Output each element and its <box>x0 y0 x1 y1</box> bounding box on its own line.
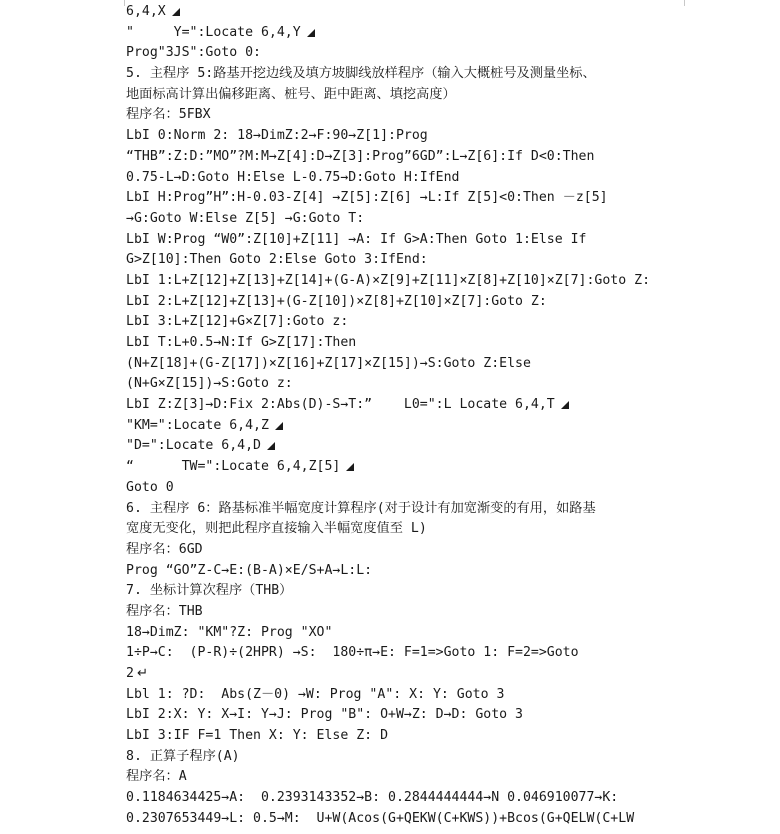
document-line <box>126 85 726 106</box>
document-line <box>126 478 726 499</box>
line-text: " Y=":Locate 6,4,Y <box>126 24 301 40</box>
line-text: “ TW=":Locate 6,4,Z[5] <box>126 459 341 475</box>
document-line <box>126 623 726 644</box>
line-text: LbI 0:Norm 2: 18→DimZ:2→F:90→Z[1]:Prog <box>126 128 428 144</box>
display-triangle-icon <box>346 463 354 471</box>
document-line <box>126 747 726 768</box>
document-line <box>126 374 726 395</box>
document-line <box>126 105 726 126</box>
document-line <box>126 333 726 354</box>
document-line <box>126 685 726 706</box>
line-text: Goto 0 <box>126 479 174 495</box>
display-triangle-icon <box>275 422 283 430</box>
line-text: 18→DimZ: "KM"?Z: Prog "XO" <box>126 624 333 640</box>
line-text: 地面标高计算出偏移距离、桩号、距中距离、填挖高度） <box>126 86 456 102</box>
document-line <box>126 809 726 830</box>
line-text: LbI 1:L+Z[12]+Z[13]+Z[14]+(G-A)×Z[9]+Z[11]×Z[8]+Z[10]×Z[7]:Goto Z: <box>126 272 651 288</box>
document-line <box>126 64 726 85</box>
document-line <box>126 561 726 582</box>
document-line <box>126 43 726 64</box>
document-line <box>126 168 726 189</box>
document-line <box>126 250 726 271</box>
document-line <box>126 209 726 230</box>
line-text: 6,4,X <box>126 4 166 19</box>
line-text: →G:Goto W:Else Z[5] →G:Goto T: <box>126 210 365 226</box>
line-text: 0.2307653449→L: 0.5→M: U+W(Acos(G+QEKW(C+KWS))+Bcos(G+QELW(C+LW <box>126 810 635 826</box>
line-text: 程序名：6GD <box>126 541 203 557</box>
display-triangle-icon <box>172 8 180 16</box>
document-line <box>126 23 726 44</box>
display-triangle-icon <box>267 442 275 450</box>
line-text: LbI Z:Z[3]→D:Fix 2:Abs(D)-S→T:” L0=":L Locate 6,4,T <box>126 397 555 413</box>
line-text: Prog “GO”Z-C→E:(B-A)×E/S+A→L:L: <box>126 562 373 578</box>
line-text: LbI H:Prog”H”:H-0.03-Z[4] →Z[5]:Z[6] →L:If Z[5]<0:Then －z[5] <box>126 190 608 206</box>
line-text: LbI W:Prog “W0”:Z[10]+Z[11] →A: If G>A:Then Goto 1:Else If <box>126 231 587 247</box>
line-text: 0.75-L→D:Goto H:Else L-0.75→D:Goto H:IfEnd <box>126 169 460 185</box>
document-line <box>126 2 726 23</box>
document-line <box>126 126 726 147</box>
line-text: LbI 2:X: Y: X→I: Y→J: Prog "B": O+W→Z: D→D: Goto 3 <box>126 707 523 723</box>
document-line <box>126 436 726 457</box>
line-text: 宽度无变化，则把此程序直接输入半幅宽度值至 L) <box>126 521 427 537</box>
document-line <box>126 395 726 416</box>
line-text: Lbl 1: ?D: Abs(Z－0) →W: Prog "A": X: Y: Goto 3 <box>126 686 505 702</box>
document-line <box>126 354 726 375</box>
document-line <box>126 147 726 168</box>
line-text: 程序名：5FBX <box>126 107 211 123</box>
document-line <box>126 499 726 520</box>
document-line <box>126 230 726 251</box>
document-line <box>126 705 726 726</box>
line-text: (N+G×Z[15])→S:Goto z: <box>126 376 293 392</box>
line-text: 0.1184634425→A: 0.2393143352→B: 0.2844444444→N 0.046910077→K: <box>126 790 619 806</box>
display-triangle-icon <box>561 401 569 409</box>
display-triangle-icon <box>307 29 315 37</box>
line-text: 7. 坐标计算次程序（THB） <box>126 583 293 599</box>
line-text: 程序名：THB <box>126 603 203 619</box>
document-line <box>126 726 726 747</box>
document-line <box>126 416 726 437</box>
document-line <box>126 788 726 809</box>
line-text: "D=":Locate 6,4,D <box>126 438 261 454</box>
document-line <box>126 457 726 478</box>
line-text: “THB”:Z:D:”MO”?M:M→Z[4]:D→Z[3]:Prog”6GD”:L→Z[6]:If D<0:Then <box>126 148 595 164</box>
document-body <box>126 2 726 830</box>
document-line <box>126 188 726 209</box>
document-line <box>126 540 726 561</box>
line-text: "KM=":Locate 6,4,Z <box>126 417 269 433</box>
document-line <box>126 664 726 685</box>
line-text: Prog"3JS":Goto 0: <box>126 45 261 61</box>
line-text: LbI T:L+0.5→N:If G>Z[17]:Then <box>126 335 357 350</box>
document-line <box>126 312 726 333</box>
line-text: (N+Z[18]+(G-Z[17])×Z[16]+Z[17]×Z[15])→S:Goto Z:Else <box>126 355 531 371</box>
line-break-icon: ↵ <box>136 666 149 681</box>
document-line <box>126 581 726 602</box>
line-text: 1÷P→C: (P-R)÷(2HPR) →S: 180÷π→E: F=1=>Goto 1: F=2=>Goto <box>126 645 579 661</box>
line-text: 2 <box>126 666 134 681</box>
line-text: 6. 主程序 6：路基标准半幅宽度计算程序(对于设计有加宽渐变的有用，如路基 <box>126 500 596 516</box>
line-text: LbI 2:L+Z[12]+Z[13]+(G-Z[10])×Z[8]+Z[10]×Z[7]:Goto Z: <box>126 293 547 309</box>
line-text: 8. 正算子程序(A) <box>126 748 240 764</box>
document-line <box>126 292 726 313</box>
margin-corner-mark <box>124 0 125 6</box>
line-text: G>Z[10]:Then Goto 2:Else Goto 3:IfEnd: <box>126 252 428 268</box>
line-text: 程序名：A <box>126 769 187 785</box>
document-line <box>126 271 726 292</box>
document-line <box>126 602 726 623</box>
line-text: LbI 3:L+Z[12]+G×Z[7]:Goto z: <box>126 314 349 330</box>
line-text: 5. 主程序 5:路基开挖边线及填方坡脚线放样程序（输入大概桩号及测量坐标、 <box>126 66 596 82</box>
document-line <box>126 519 726 540</box>
document-line <box>126 767 726 788</box>
document-line <box>126 643 726 664</box>
line-text: LbI 3:IF F=1 Then X: Y: Else Z: D <box>126 728 389 744</box>
